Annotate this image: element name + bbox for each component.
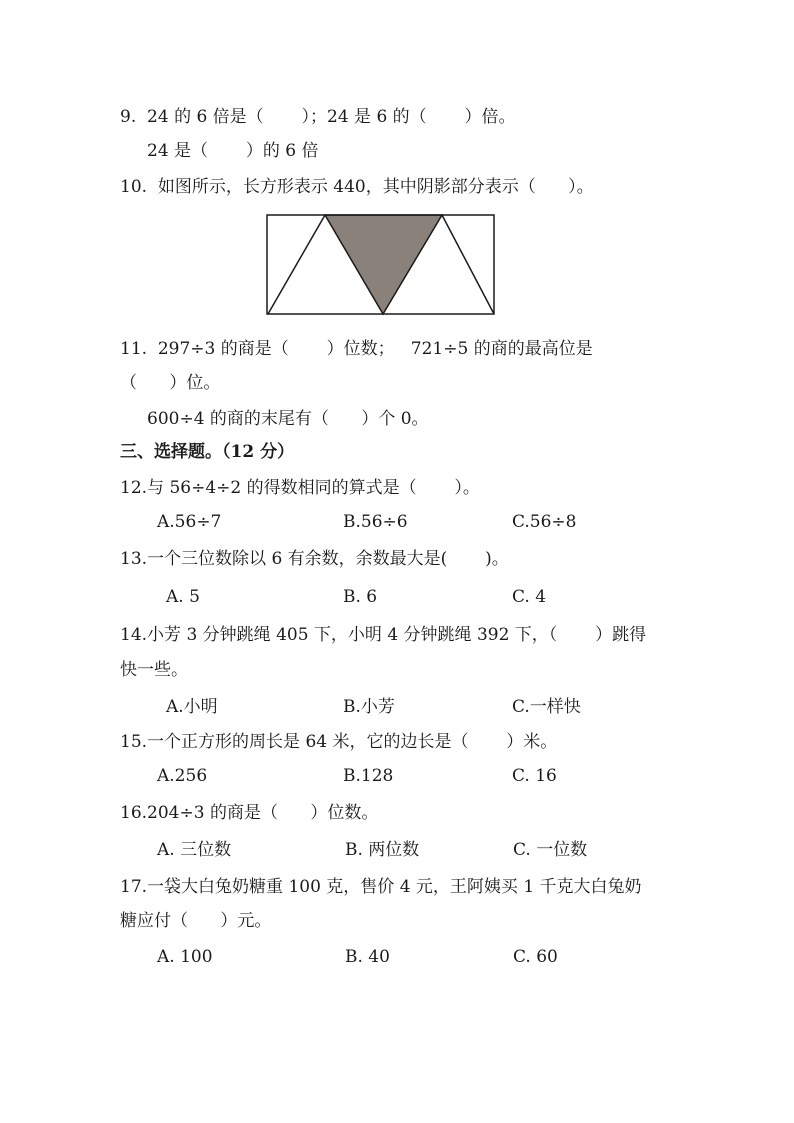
left-triangle-edge xyxy=(268,215,325,314)
question-14-line-1: 14.小芳 3 分钟跳绳 405 下，小明 4 分钟跳绳 392 下，（ ）跳得 xyxy=(120,625,647,645)
question-13-option-a[interactable]: A. 5 xyxy=(166,587,200,607)
question-16-option-a[interactable]: A. 三位数 xyxy=(157,840,232,860)
question-15-option-c[interactable]: C. 16 xyxy=(512,766,557,786)
section-3-title: 三、选择题。（12 分） xyxy=(120,442,295,462)
question-10-text: 10. 如图所示，长方形表示 440，其中阴影部分表示（ ）。 xyxy=(120,177,594,197)
question-17-option-a[interactable]: A. 100 xyxy=(157,947,213,967)
question-12-option-c[interactable]: C.56÷8 xyxy=(512,512,577,532)
shaded-triangle xyxy=(325,215,442,314)
question-16-option-b[interactable]: B. 两位数 xyxy=(345,840,420,860)
question-16-text: 16.204÷3 的商是（ ）位数。 xyxy=(120,803,379,823)
right-triangle-edge xyxy=(442,215,494,314)
question-13-option-c[interactable]: C. 4 xyxy=(512,587,547,607)
question-16-option-c[interactable]: C. 一位数 xyxy=(513,840,588,860)
question-11-line-2: （ ）位。 xyxy=(120,373,221,393)
question-15-option-a[interactable]: A.256 xyxy=(157,766,208,786)
question-17-option-c[interactable]: C. 60 xyxy=(513,947,558,967)
rectangle-triangle-figure xyxy=(266,214,496,316)
question-14-option-a[interactable]: A.小明 xyxy=(166,697,218,717)
question-12-text: 12.与 56÷4÷2 的得数相同的算式是（ ）。 xyxy=(120,478,480,498)
question-9-line-2: 24 是（ ）的 6 倍 xyxy=(147,141,319,161)
question-13-text: 13.一个三位数除以 6 有余数，余数最大是( )。 xyxy=(120,549,509,569)
question-13-option-b[interactable]: B. 6 xyxy=(343,587,378,607)
question-14-option-c[interactable]: C.一样快 xyxy=(512,697,581,717)
question-14-line-2: 快一些。 xyxy=(120,660,188,680)
question-11-line-1: 11. 297÷3 的商是（ ）位数； 721÷5 的商的最高位是 xyxy=(120,339,593,359)
question-17-option-b[interactable]: B. 40 xyxy=(345,947,390,967)
question-12-option-b[interactable]: B.56÷6 xyxy=(343,512,408,532)
question-17-line-1: 17.一袋大白兔奶糖重 100 克，售价 4 元，王阿姨买 1 千克大白兔奶 xyxy=(120,877,642,897)
question-12-option-a[interactable]: A.56÷7 xyxy=(157,512,222,532)
question-17-line-2: 糖应付（ ）元。 xyxy=(120,911,272,931)
question-11-line-3: 600÷4 的商的末尾有（ ）个 0。 xyxy=(147,409,429,429)
question-14-option-b[interactable]: B.小芳 xyxy=(343,697,395,717)
question-15-text: 15.一个正方形的周长是 64 米，它的边长是（ ）米。 xyxy=(120,732,558,752)
question-15-option-b[interactable]: B.128 xyxy=(343,766,394,786)
question-9-line-1: 9. 24 的 6 倍是（ ）；24 是 6 的（ ）倍。 xyxy=(120,107,516,127)
